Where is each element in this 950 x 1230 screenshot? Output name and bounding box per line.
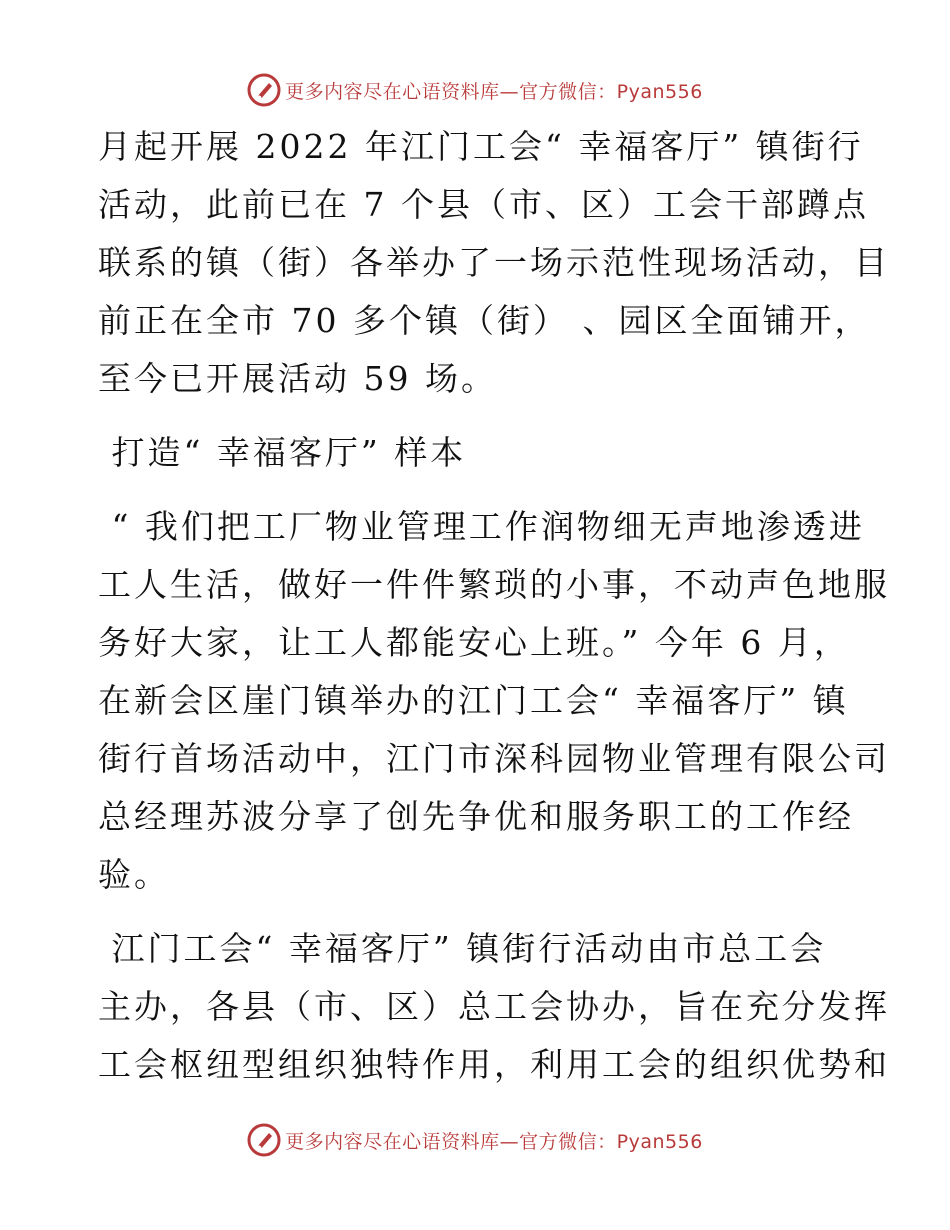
paragraph [98,498,890,904]
text-line: 月起开展 2022 年江门工会“ 幸福客厅” 镇街行 [98,127,864,166]
text-line: 江门工会“ 幸福客厅” 镇街行活动由市总工会 [98,929,827,968]
text-line: 活动，此前已在 7 个县（市、区）工会干部蹲点 [98,185,869,224]
text-line: 街行首场活动中，江门市深科园物业管理有限公司 [98,739,890,778]
text-line: 在新会区崖门镇举办的江门工会“ 幸福客厅” 镇 [98,681,849,720]
text-line: 验。 [98,855,170,894]
text-line: 务好大家，让工人都能安心上班。” 今年 6 月， [98,623,850,662]
text-line: 至今已开展活动 59 场。 [98,359,497,398]
footer-watermark [0,1120,950,1160]
text-line: 工会枢纽型组织独特作用，利用工会的组织优势和 [98,1045,890,1084]
text-line: 总经理苏波分享了创先争优和服务职工的工作经 [98,797,854,836]
heading-line: 打造“ 幸福客厅” 样本 [98,433,467,472]
text-line: 工人生活，做好一件件繁琐的小事，不动声色地服 [98,565,890,604]
text-line: 主办，各县（市、区）总工会协办，旨在充分发挥 [98,987,890,1026]
watermark-text: 更多内容尽在心语资料库—官方微信：Pyan556 [285,1130,703,1153]
pen-nib-seal-icon [247,1123,281,1157]
pen-nib-seal-icon [247,73,281,107]
document-body [98,118,890,1094]
paragraph [98,920,890,1094]
paragraph [98,118,890,408]
watermark-text: 更多内容尽在心语资料库—官方微信：Pyan556 [285,80,703,103]
text-line: 联系的镇（街）各举办了一场示范性现场活动，目 [98,243,890,282]
header-watermark [0,70,950,110]
text-line: “ 我们把工厂物业管理工作润物细无声地渗透进 [98,507,865,546]
section-heading [98,424,858,482]
text-line: 前正在全市 70 多个镇（街） 、园区全面铺开， [98,301,871,340]
